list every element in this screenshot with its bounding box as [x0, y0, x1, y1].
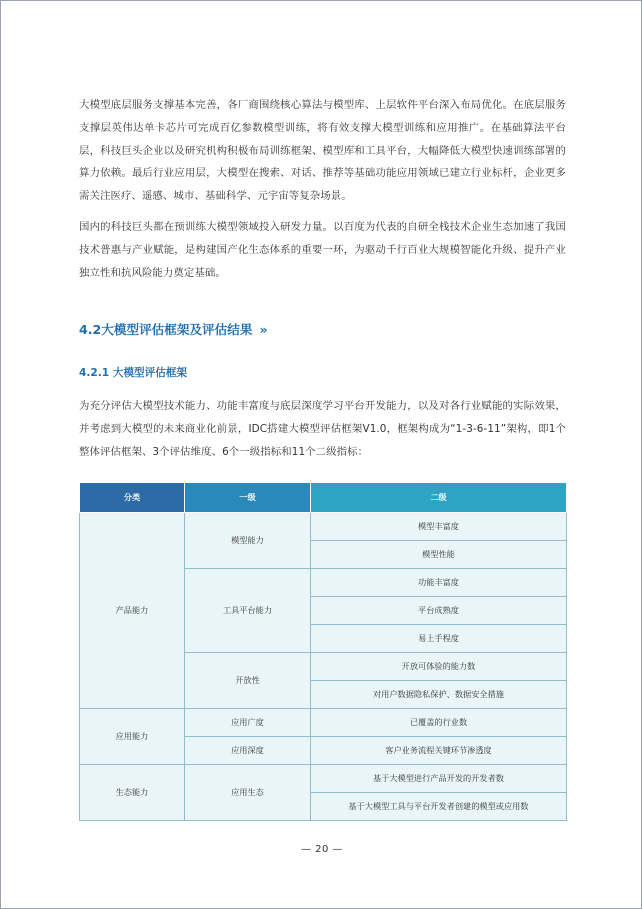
level2-cell: 易上手程度: [311, 625, 567, 653]
page-number: 20: [315, 844, 329, 855]
footer-dash-left: —: [300, 844, 312, 855]
level2-cell: 功能丰富度: [311, 569, 567, 597]
header-level2: 二级: [311, 483, 567, 513]
footer-dash-right: —: [332, 844, 344, 855]
level1-cell: 模型能力: [185, 513, 311, 569]
paragraph-infrastructure: 大模型底层服务支撑基本完善，各厂商围绕核心算法与模型库、上层软件平台深入布局优化。在底层服务支撑层英伟达单卡芯片可完成百亿参数模型训练，将有效支撑大模型训练和应用推广。在基础算法平台层，科技巨头企业以及研究机构积极布局训练框架、模型库和工具平台，大幅降低大模型快速训练部署的算力依赖。最后行业应用层，大模型在搜索、对话、推荐等基础功能应用领域已建立行业标杆，企业更多需关注医疗、遥感、城市、基础科学、元宇宙等复杂场景。: [79, 99, 566, 203]
evaluation-framework-table: [79, 482, 567, 821]
level1-cell: 应用广度: [185, 709, 311, 737]
category-cell: 产品能力: [80, 513, 185, 709]
level2-cell: 开放可体验的能力数: [311, 653, 567, 681]
category-cell: 应用能力: [80, 709, 185, 765]
level1-cell: 应用深度: [185, 737, 311, 765]
table-row: [80, 765, 567, 793]
level1-cell: 工具平台能力: [185, 569, 311, 653]
level2-cell: 模型丰富度: [311, 513, 567, 541]
table-row: [80, 709, 567, 737]
level2-cell: 基于大模型进行产品开发的开发者数: [311, 765, 567, 793]
level2-cell: 平台成熟度: [311, 597, 567, 625]
header-category: 分类: [80, 483, 185, 513]
level2-cell: 已覆盖的行业数: [311, 709, 567, 737]
paragraph-framework-intro: 为充分评估大模型技术能力、功能丰富度与底层深度学习平台开发能力，以及对各行业赋能的实际效果，并考虑到大模型的未来商业化前景，IDC搭建大模型评估框架V1.0，框架构成为“1-3-6-11”架构，即1个整体评估框架、3个评估维度、6个一级指标和11个二级指标：: [79, 400, 566, 458]
level1-cell: 开放性: [185, 653, 311, 709]
category-cell: 生态能力: [80, 765, 185, 821]
level2-cell: 对用户数据隐私保护、数据安全措施: [311, 681, 567, 709]
level2-cell: 模型性能: [311, 541, 567, 569]
header-level1: 一级: [185, 483, 311, 513]
table-row: [80, 513, 567, 541]
section-heading-4-2-text: 4.2大模型评估框架及评估结果: [79, 322, 253, 337]
section-heading-4-2: [79, 319, 266, 338]
double-chevron-right-icon: »: [259, 322, 266, 337]
subsection-heading-4-2-1: 4.2.1 大模型评估框架: [79, 367, 188, 379]
page-footer: [1, 844, 642, 855]
level1-cell: 应用生态: [185, 765, 311, 821]
paragraph-domestic-giants: 国内的科技巨头都在预训练大模型领域投入研发力量。以百度为代表的自研全栈技术企业生态加速了我国技术普惠与产业赋能，是构建国产化生态体系的重要一环，为驱动千行百业大规模智能化升级、提升产业独立性和抗风险能力奠定基础。: [79, 221, 566, 279]
table-header-row: [80, 483, 567, 513]
level2-cell: 基于大模型工具与平台开发者创建的模型或应用数: [311, 793, 567, 821]
level2-cell: 客户业务流程关键环节渗透度: [311, 737, 567, 765]
